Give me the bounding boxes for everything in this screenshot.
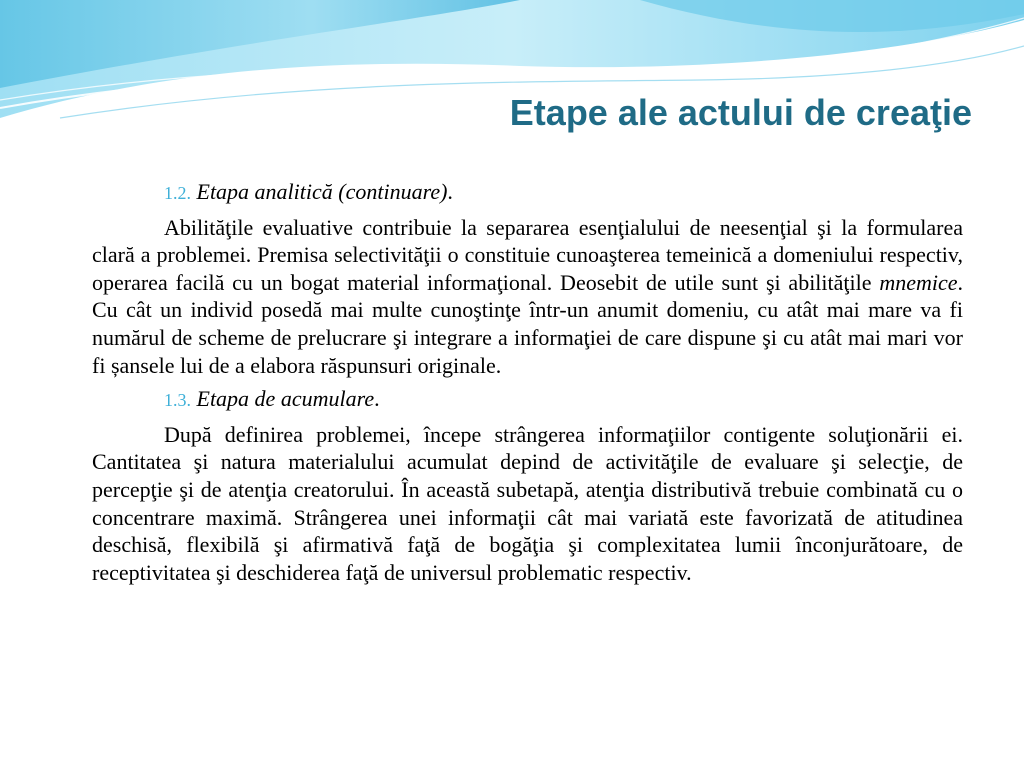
slide-title: Etape ale actului de creaţie <box>509 92 972 133</box>
section-heading-accumulation: 1.3. Etapa de acumulare. <box>164 386 380 412</box>
section-number: 1.2. <box>164 183 191 203</box>
paragraph-accumulation: După definirea problemei, începe strângerea informaţiilor contigente soluţionării ei. Cantitatea şi natura materialului acumulat depind de activităţile de evaluare şi selecţie, de percepţie şi de atenţia creatorului. În această subetapă, atenţia distributivă trebuie combinată cu o concentrare maximă. Strângerea unei informaţii cât mai variată este favorizată de atitudinea deschisă, flexibilă şi afirmativă faţă de bogăţia şi complexitatea lumii înconjurătoare, de receptivitatea şi deschiderea faţă de universul problematic respectiv. <box>92 421 963 585</box>
section-heading-analytic: 1.2. Etapa analitică (continuare). <box>164 179 453 204</box>
section-number: 1.3. <box>164 390 191 411</box>
slide-body <box>92 178 963 586</box>
section-heading-text: Etapa analitică (continuare) <box>196 179 448 204</box>
paragraph-analytic: Abilităţile evaluative contribuie la separarea esenţialului de neesenţial şi la formularea clară a problemei. Premisa selectivităţii o constituie cunoaşterea temeinică a domeniului respectiv, operarea facilă cu un bogat material informaţional. Deosebit de utile sunt şi abilităţile mnemice. Cu cât un individ posedă mai multe cunoştinţe într-un anumit domeniu, cu atât mai mare va fi numărul de scheme de prelucrare şi integrare a informaţiei de care dispune şi cu atât mai mari vor fi șansele lui de a elabora răspunsuri originale. <box>92 214 963 378</box>
section-heading-text: Etapa de acumulare <box>196 386 375 412</box>
emphasis-word: mnemice <box>879 269 958 295</box>
